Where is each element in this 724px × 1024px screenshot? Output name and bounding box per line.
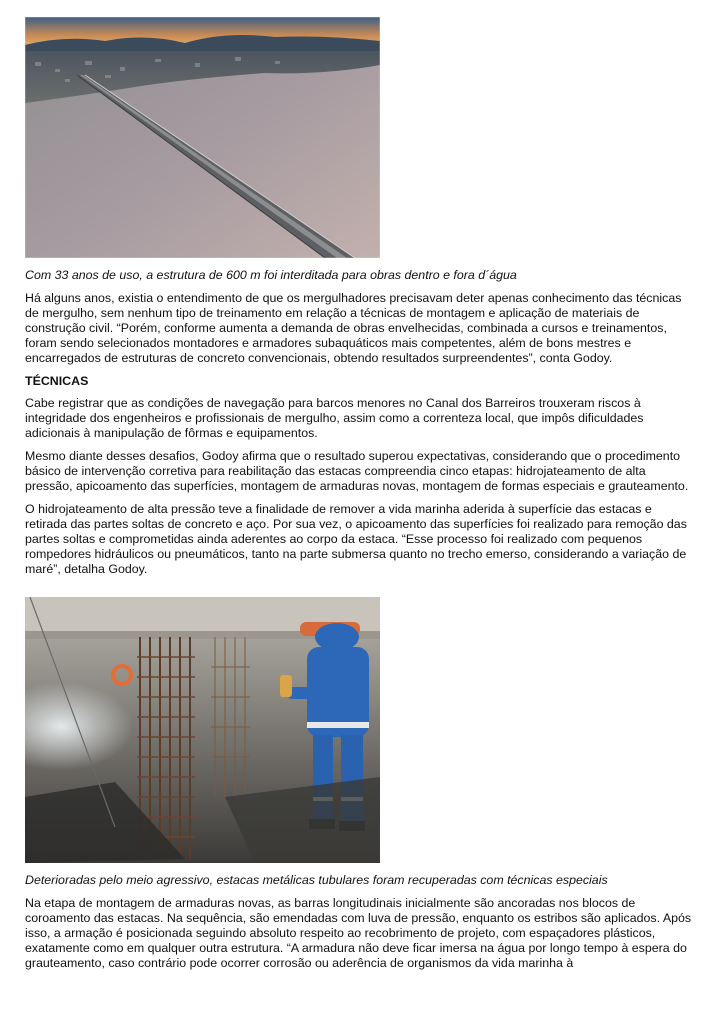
figure2-caption: Deterioradas pelo meio agressivo, estacas metálicas tubulares foram recuperadas com técnicas especiais bbox=[25, 873, 608, 887]
body-paragraph: Há alguns anos, existia o entendimento de que os mergulhadores precisavam deter apenas conhecimento das técnicas de mergulho, sem nenhum tipo de treinamento em relação a técnicas de montagem e aplicação de materiais de construção civil. “Porém, conforme aumenta a demanda de obras envelhecidas, combinada a cursos e treinamentos, foram sendo selecionados montadores e armadores subaquáticos mais competentes, além de bons mestres e encarregados de estruturas de concreto convencionais, obtendo resultados surpreendentes”, conta Godoy. bbox=[25, 291, 682, 365]
bridge-aerial-photo bbox=[25, 17, 380, 258]
body-paragraph: O hidrojateamento de alta pressão teve a finalidade de remover a vida marinha aderida à superfície das estacas e retirada das partes soltas de concreto e aço. Por sua vez, o apicoamento das superfícies foi realizado para remoção das partes soltas e comprometidas ainda aderentes ao corpo da estaca. “Esse processo foi realizado com pequenos rompedores hidráulicos ou pneumáticos, tanto na parte submersa quanto no trecho emerso, considerando a variação de maré”, detalha Godoy. bbox=[25, 502, 687, 576]
body-paragraph: Mesmo diante desses desafios, Godoy afirma que o resultado superou expectativas, considerando que o procedimento básico de intervenção corretiva para reabilitação das estacas compreendia cinco etapas: hidrojateamento de alta pressão, apicoamento das superfícies, montagem de armaduras novas, montagem de formas especiais e grauteamento. bbox=[25, 449, 689, 493]
worker-rebar-photo bbox=[25, 597, 380, 863]
article bbox=[25, 17, 695, 979]
body-paragraph: Na etapa de montagem de armaduras novas, as barras longitudinais inicialmente são ancoradas nos blocos de coroamento das estacas. Na sequência, são emendadas com luva de pressão, enquanto os estribos são aplicados. Após isso, a armação é posicionada seguindo absoluto respeito ao recobrimento de projeto, com espaçadores plásticos, exatamente como em qualquer outra estrutura. “A armadura não deve ficar imersa na água por longo tempo à espera do grauteamento, caso contrário pode ocorrer corrosão ou aderência de organismos da vida marinha à bbox=[25, 896, 692, 970]
figure1-caption: Com 33 anos de uso, a estrutura de 600 m foi interditada para obras dentro e fora d´água bbox=[25, 268, 517, 282]
body-paragraph: Cabe registrar que as condições de navegação para barcos menores no Canal dos Barreiros trouxeram riscos à integridade dos engenheiros e profissionais de mergulho, assim como a correnteza local, que impôs dificuldades adicionais à manipulação de fôrmas e equipamentos. bbox=[25, 396, 644, 440]
section-heading: TÉCNICAS bbox=[25, 374, 89, 388]
